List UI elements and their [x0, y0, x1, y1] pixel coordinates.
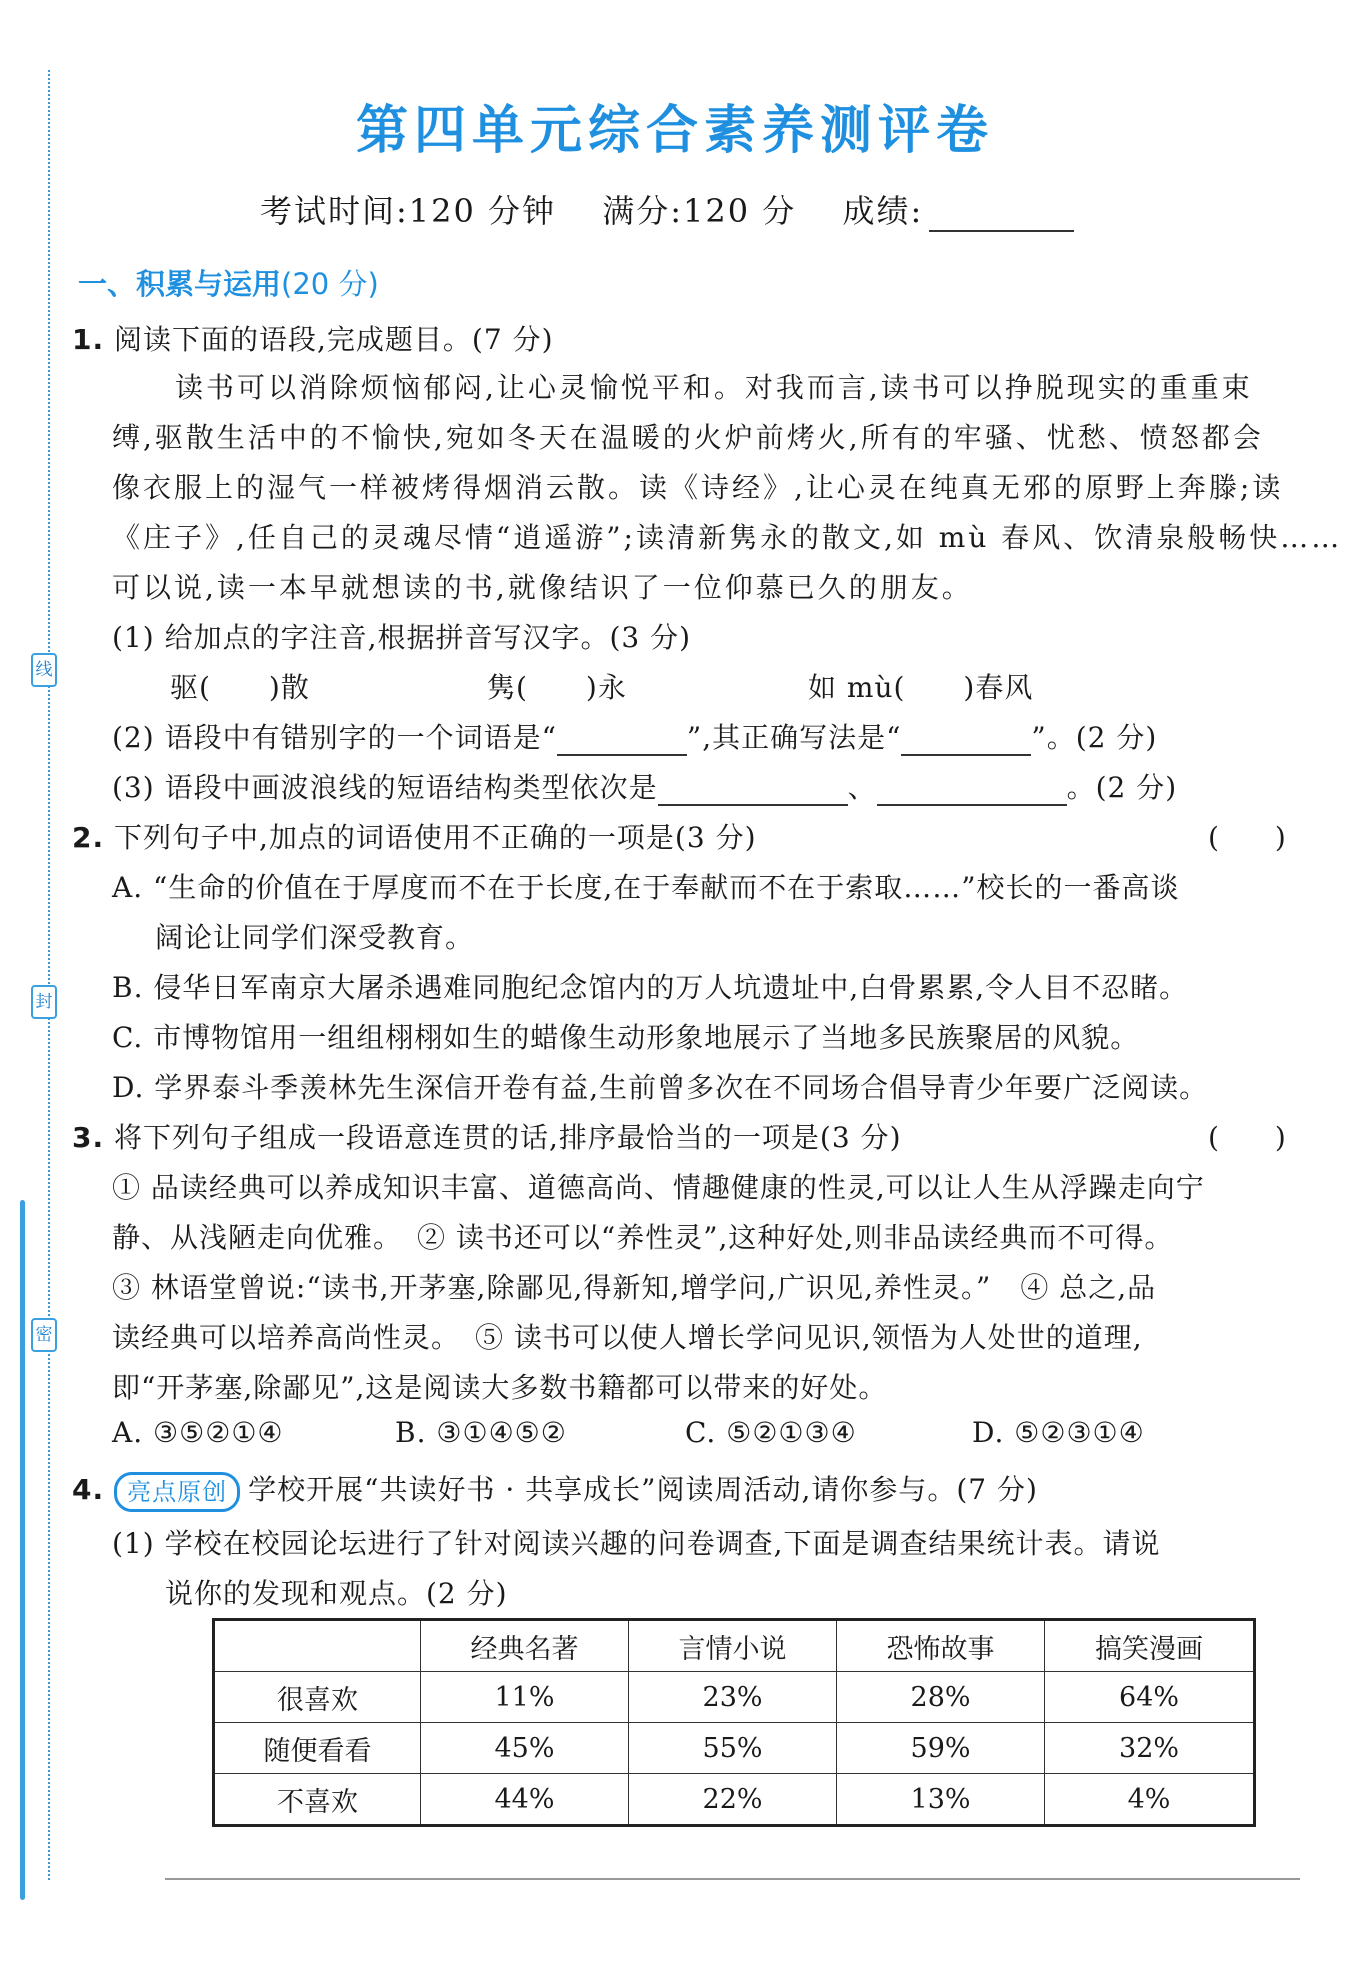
answer-blank[interactable] [877, 776, 1067, 806]
table-cell: 13% [837, 1774, 1045, 1826]
section-title: 一、积累与运用 [78, 267, 282, 301]
table-cell: 4% [1045, 1774, 1255, 1826]
table-header-cell: 言情小说 [629, 1620, 837, 1672]
q3-sentence-line: ③ 林语堂曾说:“读书,开茅塞,除鄙见,得新知,增学问,广识见,养性灵。” ④ 总之,品 [112, 1271, 1157, 1304]
table-header-cell: 经典名著 [421, 1620, 629, 1672]
question-number: 1. [72, 323, 105, 356]
survey-table [212, 1618, 1256, 1827]
q1-sub2-text: ”。(2 分) [1031, 721, 1158, 754]
table-cell: 44% [421, 1774, 629, 1826]
q2-option-c: C. 市博物馆用一组组栩栩如生的蜡像生动形象地展示了当地多民族聚居的风貌。 [112, 1021, 1140, 1054]
q1-sub2-text: ”,其正确写法是“ [686, 721, 902, 754]
table-header-row [214, 1620, 1255, 1672]
passage-line: 可以说,读一本早就想读的书,就像结识了一位仰慕已久的朋友。 [112, 571, 973, 604]
table-cell: 55% [629, 1723, 837, 1774]
question-text: 下列句子中,加点的词语使用不正确的一项是(3 分) [114, 821, 757, 854]
table-cell: 59% [837, 1723, 1045, 1774]
q1-sub2-text: (2) 语段中有错别字的一个词语是“ [112, 721, 557, 754]
q1-sub3-text: 。(2 分) [1066, 771, 1178, 804]
binding-dotted-line [48, 70, 50, 1880]
q1-sub1-item[interactable]: 隽( )永 [487, 671, 627, 704]
q2-option-d: D. 学界泰斗季羡林先生深信开卷有益,生前曾多次在不同场合倡导青少年要广泛阅读。 [112, 1071, 1209, 1104]
footer-divider [165, 1878, 1300, 1880]
q3-choice-d[interactable]: D. ⑤②③①④ [972, 1416, 1145, 1449]
q3-choice-c[interactable]: C. ⑤②①③④ [685, 1416, 857, 1449]
table-row [214, 1672, 1255, 1723]
q1-sub1: (1) 给加点的字注音,根据拼音写汉字。(3 分) [112, 621, 692, 654]
passage-line: 《庄子》,任自己的灵魂尽情“逍遥游”;读清新隽永的散文,如 mù 春风、饮清泉般畅快…… [112, 521, 1343, 554]
q4-sub1-line: (1) 学校在校园论坛进行了针对阅读兴趣的问卷调查,下面是调查结果统计表。请说 [112, 1527, 1161, 1560]
q3-sentence-line: ① 品读经典可以养成知识丰富、道德高尚、情趣健康的性灵,可以让人生从浮躁走向宁 [112, 1171, 1205, 1204]
q1-sub2 [112, 716, 1157, 756]
answer-paren[interactable]: ( ) [1208, 821, 1286, 854]
exam-full-score: 满分:120 分 [602, 192, 797, 230]
table-cell: 64% [1045, 1672, 1255, 1723]
q1-sub3-text: (3) 语段中画波浪线的短语结构类型依次是 [112, 771, 658, 804]
passage-line: 像衣服上的湿气一样被烤得烟消云散。读《诗经》,让心灵在纯真无邪的原野上奔滕;读 [112, 471, 1284, 504]
q4-sub1-line: 说你的发现和观点。(2 分) [165, 1577, 508, 1610]
section-points: (20 分) [281, 267, 379, 301]
margin-label-xian: 线 [31, 653, 57, 687]
table-row-label: 很喜欢 [214, 1672, 421, 1723]
q1-sub3 [112, 766, 1177, 806]
q1-sub1-item[interactable]: 驱( )散 [170, 671, 310, 704]
score-blank[interactable] [929, 200, 1074, 232]
q2-option-b: B. 侵华日军南京大屠杀遇难同胞纪念馆内的万人坑遗址中,白骨累累,令人目不忍睹。 [112, 971, 1189, 1004]
table-cell: 22% [629, 1774, 837, 1826]
q2-option-a: A. “生命的价值在于厚度而不在于长度,在于奉献而不在于索取……”校长的一番高谈 [112, 871, 1180, 904]
margin-label-feng: 封 [31, 985, 57, 1019]
answer-paren[interactable]: ( ) [1208, 1121, 1286, 1154]
table-row [214, 1723, 1255, 1774]
q3-choice-b[interactable]: B. ③①④⑤② [395, 1416, 567, 1449]
exam-info [260, 186, 1108, 232]
question-1-stem [72, 318, 554, 358]
q3-sentence-line: 读经典可以培养高尚性灵。 ⑤ 读书可以使人增长学问见识,领悟为人处世的道理, [112, 1321, 1143, 1354]
original-badge: 亮点原创 [114, 1472, 240, 1512]
question-number: 3. [72, 1121, 105, 1154]
margin-label-mi: 密 [31, 1318, 57, 1352]
table-cell: 11% [421, 1672, 629, 1723]
q2-option-a-cont: 阔论让同学们深受教育。 [155, 921, 475, 954]
answer-blank[interactable] [557, 726, 687, 756]
question-3-stem [72, 1116, 902, 1156]
exam-score-label: 成绩: [842, 192, 924, 230]
binding-bar [20, 1200, 25, 1900]
page-title: 第四单元综合素养测评卷 [355, 101, 994, 161]
q3-sentence-line: 静、从浅陋走向优雅。 ② 读书还可以“养性灵”,这种好处,则非品读经典而不可得。 [112, 1221, 1174, 1254]
q3-choice-a[interactable]: A. ③⑤②①④ [112, 1416, 284, 1449]
exam-time: 考试时间:120 分钟 [260, 192, 557, 230]
passage-line: 缚,驱散生活中的不愉快,宛如冬天在温暖的火炉前烤火,所有的牢骚、忧愁、愤怒都会 [112, 421, 1264, 454]
answer-blank[interactable] [658, 776, 848, 806]
q1-sub3-text: 、 [847, 771, 877, 804]
passage-line: 读书可以消除烦恼郁闷,让心灵愉悦平和。对我而言,读书可以挣脱现实的重重束 [175, 371, 1253, 404]
table-row-label: 不喜欢 [214, 1774, 421, 1826]
question-text: 将下列句子组成一段语意连贯的话,排序最恰当的一项是(3 分) [114, 1121, 902, 1154]
q1-sub1-item[interactable]: 如 mù( )春风 [808, 671, 1034, 704]
question-4-stem [72, 1468, 1038, 1512]
table-cell: 28% [837, 1672, 1045, 1723]
table-header-cell: 搞笑漫画 [1045, 1620, 1255, 1672]
q3-sentence-line: 即“开茅塞,除鄙见”,这是阅读大多数书籍都可以带来的好处。 [112, 1371, 888, 1404]
table-header-cell: 恐怖故事 [837, 1620, 1045, 1672]
table-row-label: 随便看看 [214, 1723, 421, 1774]
table-cell: 32% [1045, 1723, 1255, 1774]
section-heading [78, 262, 379, 303]
question-number: 4. [72, 1473, 105, 1506]
question-2-stem [72, 816, 757, 856]
table-row [214, 1774, 1255, 1826]
answer-blank[interactable] [901, 726, 1031, 756]
table-cell: 45% [421, 1723, 629, 1774]
question-text: 阅读下面的语段,完成题目。(7 分) [114, 323, 554, 356]
table-header-cell [214, 1620, 421, 1672]
table-cell: 23% [629, 1672, 837, 1723]
question-text: 学校开展“共读好书 · 共享成长”阅读周活动,请你参与。(7 分) [248, 1473, 1038, 1506]
question-number: 2. [72, 821, 105, 854]
